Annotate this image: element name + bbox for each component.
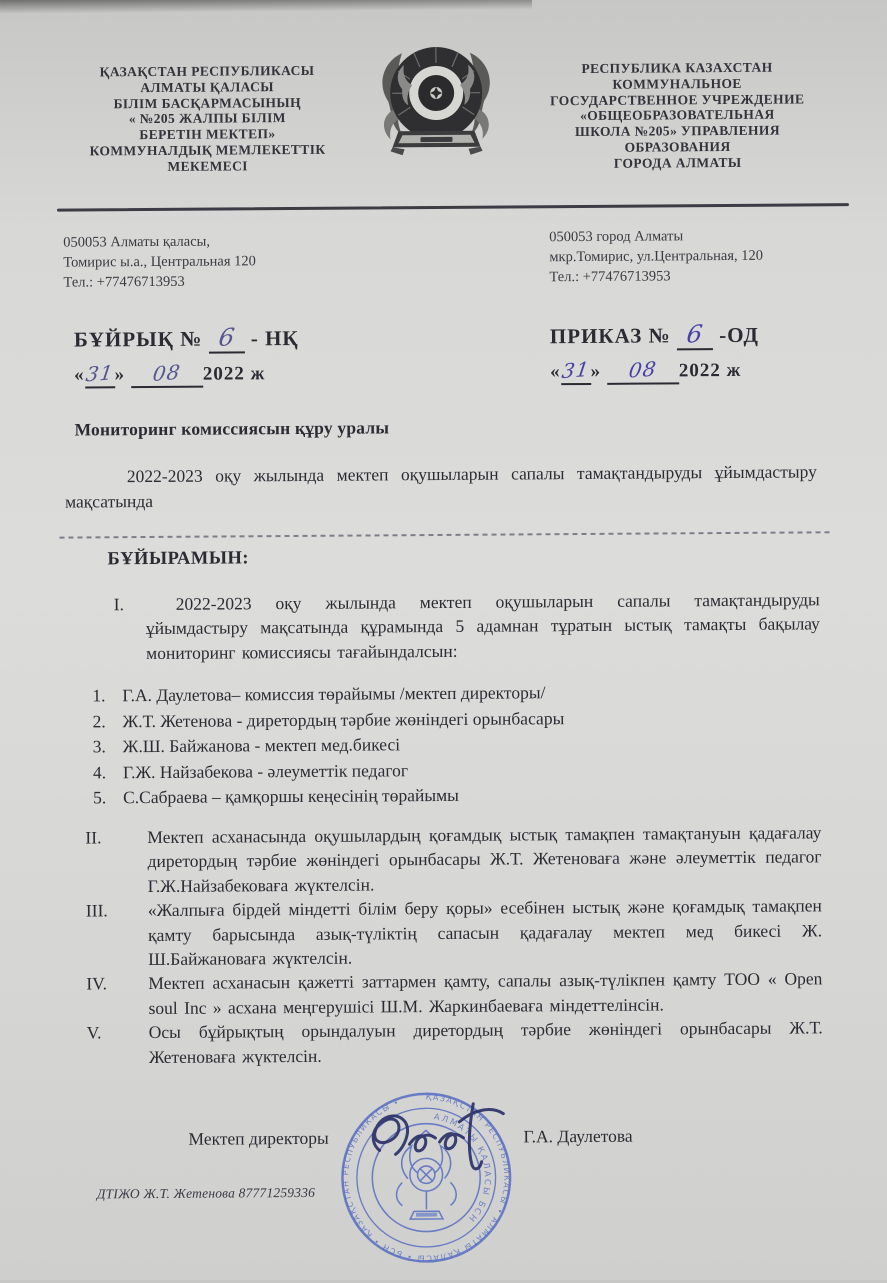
section-group-1 [84,587,820,665]
section-text: 2022-2023 оқу жылында мектеп оқушыларын сапалы тамақтандыруды ұйымдастыру мақсатында құрамында 5 адамнан тұратын ыстық тамақты бақылау мониторинг комиссиясы тағайындалсын: [146,589,820,663]
section-number: V. [87,1021,102,1046]
quote-open: « [550,361,561,382]
letterhead-line: РЕСПУБЛИКА КАЗАХСТАН [534,59,820,77]
handwritten-month: 08 [627,357,658,383]
dashed-separator [59,531,833,538]
letterhead-line: ОБРАЗОВАНИЯ [535,138,821,156]
decree-word: БҰЙЫРАМЫН: [107,548,249,570]
address-russian [549,225,869,287]
letterhead-line: КОММУНАЛЬНОЕ [534,75,820,93]
letterhead-line: МЕКЕМЕСІ [77,157,339,175]
section-item [86,894,822,972]
intro-paragraph: 2022-2023 оқу жылында мектеп оқушыларын сапалы тамақтандыруды ұйымдастыру мақсатында [65,459,817,514]
signature-name: Г.А. Даулетова [523,1126,632,1148]
order-number-russian [550,320,759,385]
section-number: II. [85,825,101,850]
member-text: Ж.Ш. Байжанова - мектеп мед.бикесі [123,734,400,756]
order-suffix: - НҚ [251,326,299,350]
address-line: 050053 город Алматы [549,225,869,247]
letterhead-kazakh [76,63,339,175]
handwritten-order-number: 6 [216,323,236,352]
member-number: 2. [92,709,122,735]
quote-close: » [591,361,602,382]
member-text: С.Сабраева – қамқоршы кеңесінің төрайымы [123,785,459,807]
order-suffix: -ОД [719,323,759,347]
section-text: Мектеп асханасын қажетті заттармен қамту, сапалы азық-түлікпен қамту ТОО « Open soul Inc » асхана меңгерушісі Ш.М. Жаркинбаеваға міндеттелінсін. [148,969,822,1018]
section-text: Мектеп асханасында оқушылардың қоғамдық ыстық тамақпен тамақтануын қадағалау диретордың тәрбие жөніндегі орынбасары Ж.Т. Жетеноваға және әлеуметтік педагог Г.Ж.Найзабековаға жүктелсін. [147,822,821,896]
member-text: Г.Ж. Найзабекова - әлеуметтік педагог [123,760,408,782]
letterhead-line: « №205 ЖАЛПЫ БІЛІМ [76,110,338,128]
section-number: IV. [86,972,107,997]
section-item [87,1016,823,1070]
section-number: III. [86,899,108,924]
list-item [93,780,833,811]
handwritten-signature-icon [351,1091,537,1177]
address-line: 050053 Алматы қаласы, [63,230,443,253]
handwritten-day: 31 [560,357,591,383]
address-line: мкр.Томирис, ул.Центральная, 120 [549,245,869,267]
letterhead-line: БЕРЕТІН МЕКТЕП» [76,126,338,144]
order-year: 2022 ж [679,360,742,381]
stamp-inner-ring-text: АЛМАТЫ ҚАЛАСЫ БСН [433,1111,493,1225]
letterhead-line: ГОСУДАРСТВЕННОЕ УЧРЕЖДЕНИЕ [534,91,820,109]
member-number: 3. [93,734,123,760]
order-year: 2022 ж [203,363,266,384]
order-label: БҰЙРЫҚ № [74,327,203,352]
section-text: «Жалпыға бірдей міндетті білім беру қоры» есебінен ыстық және қоғамдық тамақпен қамту барысында азық-түліктің сапасын қадағалау мектеп мед бикесі Ж. Ш.Байжановаға жүктелсін. [148,896,822,970]
section-number: I. [84,592,124,617]
handwritten-day: 31 [84,360,115,386]
quote-close: » [115,364,126,385]
letterhead-line: ГОРОДА АЛМАТЫ [535,154,821,172]
commission-members-list [92,678,833,811]
kazakhstan-coat-of-arms-icon [368,30,505,169]
executor-note: ДТІЖО Ж.Т. Жетенова 87771259336 [97,1185,315,1203]
address-line: Тел.: +77476713953 [549,265,869,287]
address-kazakh [63,230,443,293]
member-text: Г.А. Даулетова– комиссия төрайымы /мектеп директоры/ [122,682,545,705]
letterhead-russian [534,59,821,172]
handwritten-month: 08 [151,360,182,386]
address-line: Тел.: +77476713953 [63,270,443,293]
section-item [84,587,820,665]
member-number: 5. [93,785,123,811]
member-number: 1. [92,683,122,709]
letterhead-line: БІЛІМ БАСҚАРМАСЫНЫҢ [76,94,338,112]
address-line: Томирис ы.а., Центральная 120 [63,250,443,273]
section-item [85,820,821,898]
stamp-outer-ring-text: ҚАЗАҚСТАН РЕСПУБЛИКАСЫ • АЛМАТЫ ҚАЛАСЫ • БСН • ҚАЗАҚСТАН РЕСПУБЛИКАСЫ • [341,1092,512,1263]
member-number: 4. [93,760,123,786]
handwritten-order-number: 6 [685,320,705,349]
document-title: Мониторинг комиссиясын құру уралы [74,415,674,440]
section-text: Осы бұйрықтың орындалуын диретордың тәрбие жөніндегі орынбасары Ж.Т. Жетеноваға жүктелсін. [149,1018,823,1067]
order-label: ПРИКАЗ № [550,323,671,348]
section-group-2 [85,820,823,1069]
section-item [86,967,822,1021]
order-number-kazakh [74,323,299,389]
letterhead-line: ҚАЗАҚСТАН РЕСПУБЛИКАСЫ [76,63,338,81]
letterhead-line: «ОБЩЕОБРАЗОВАТЕЛЬНАЯ [534,107,820,125]
letterhead-line: ШКОЛА №205» УПРАВЛЕНИЯ [534,123,820,141]
header-divider-line [57,203,849,212]
letterhead-line: АЛМАТЫ ҚАЛАСЫ [76,78,338,96]
member-text: Ж.Т. Жетенова - диретордың тәрбие жөніндегі орынбасары [122,708,564,731]
signature-role: Мектеп директоры [188,1128,328,1150]
quote-open: « [74,364,85,385]
letterhead-line: КОММУНАЛДЫҚ МЕМЛЕКЕТТІК [77,142,339,160]
